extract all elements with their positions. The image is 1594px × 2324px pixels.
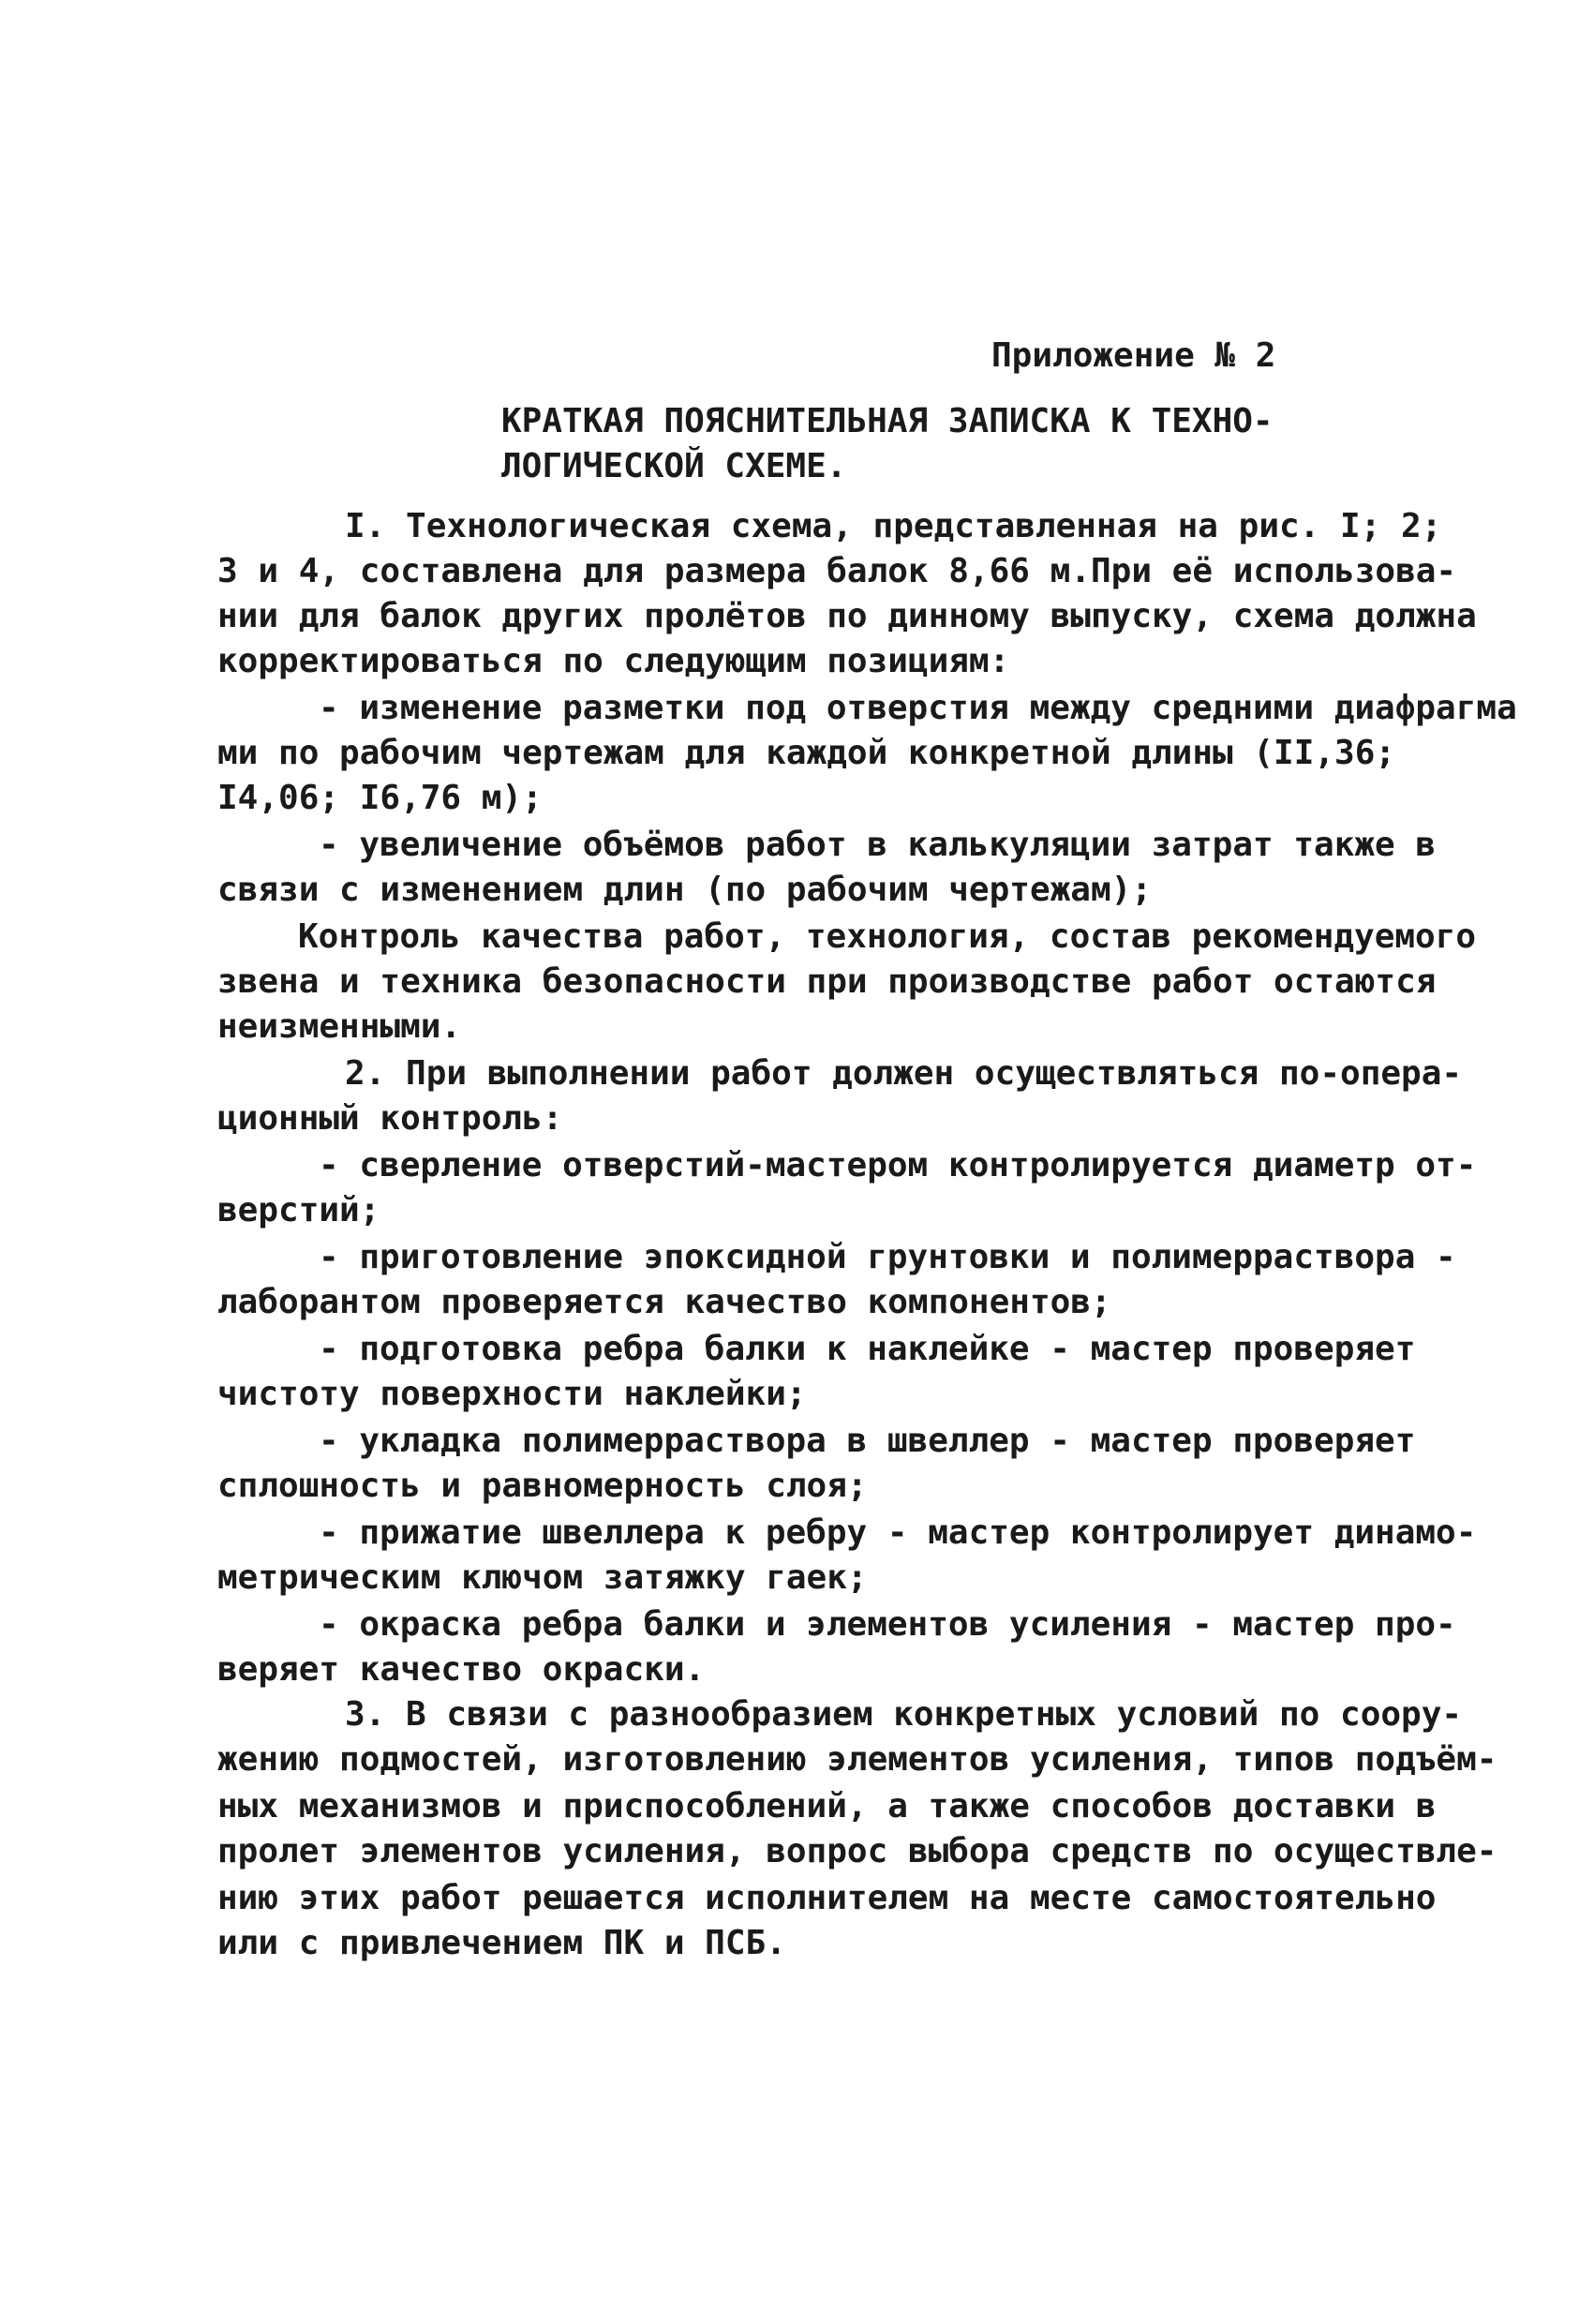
paragraph-line: нии для балок других пролётов по динному выпуску, схема должна <box>217 597 1477 635</box>
list-item-line: ми по рабочим чертежам для каждой конкретной длины (II,36; <box>217 734 1396 772</box>
paragraph-line: звена и техника безопасности при производстве работ остаются <box>217 962 1437 1001</box>
paragraph-line: ционный контроль: <box>217 1099 563 1138</box>
paragraph-line: 2. При выполнении работ должен осуществляться по-опера- <box>345 1054 1463 1093</box>
paragraph-line: или с привлечением ПК и ПСБ. <box>217 1924 786 1962</box>
list-item-line: - изменение разметки под отверстия между средними диафрагма <box>319 689 1517 727</box>
paragraph-line: Контроль качества работ, технология, состав рекомендуемого <box>298 917 1477 956</box>
paragraph-line: 3 и 4, составлена для размера балок 8,66 м.При её использова- <box>217 552 1457 590</box>
paragraph-line: неизменными. <box>217 1007 462 1046</box>
list-item-line: - приготовление эпоксидной грунтовки и полимерраствора - <box>319 1238 1456 1276</box>
list-item-line: связи с изменением длин (по рабочим чертежам); <box>217 871 1152 909</box>
document-title-line-1: КРАТКАЯ ПОЯСНИТЕЛЬНАЯ ЗАПИСКА К ТЕХНО- <box>501 402 1274 440</box>
list-item-line: метрическим ключом затяжку гаек; <box>217 1558 868 1597</box>
list-item-line: чистоту поверхности наклейки; <box>217 1375 807 1413</box>
document-title-line-2: ЛОГИЧЕСКОЙ СХЕМЕ. <box>501 447 847 485</box>
list-item-line: - прижатие швеллера к ребру - мастер контролирует динамо- <box>319 1513 1477 1552</box>
list-item-line: сплошность и равномерность слоя; <box>217 1467 868 1505</box>
list-item-line: I4,06; I6,76 м); <box>217 779 543 817</box>
list-item-line: лаборантом проверяется качество компонентов; <box>217 1283 1111 1321</box>
list-item-line: - увеличение объёмов работ в калькуляции затрат также в <box>319 826 1437 864</box>
list-item-line: - сверление отверстий-мастером контролируется диаметр от- <box>319 1146 1477 1184</box>
paragraph-line: ных механизмов и приспособлений, а также способов доставки в <box>217 1787 1437 1825</box>
list-item-line: - укладка полимерраствора в швеллер - мастер проверяет <box>319 1422 1416 1460</box>
paragraph-line: I. Технологическая схема, представленная на рис. I; 2; <box>345 507 1442 545</box>
paragraph-line: 3. В связи с разнообразием конкретных условий по соору- <box>345 1695 1463 1734</box>
paragraph-line: жению подмостей, изготовлению элементов усиления, типов подъём- <box>217 1740 1497 1779</box>
list-item-line: верстий; <box>217 1191 380 1229</box>
paragraph-line: нию этих работ решается исполнителем на месте самостоятельно <box>217 1879 1437 1917</box>
list-item-line: - окраска ребра балки и элементов усиления - мастер про- <box>319 1605 1456 1644</box>
list-item-line: - подготовка ребра балки к наклейке - мастер проверяет <box>319 1330 1416 1368</box>
list-item-line: веряет качество окраски. <box>217 1650 706 1689</box>
paragraph-line: корректироваться по следующим позициям: <box>217 642 1010 680</box>
appendix-label: Приложение № 2 <box>991 336 1276 375</box>
paragraph-line: пролет элементов усиления, вопрос выбора средств по осуществле- <box>217 1832 1497 1870</box>
